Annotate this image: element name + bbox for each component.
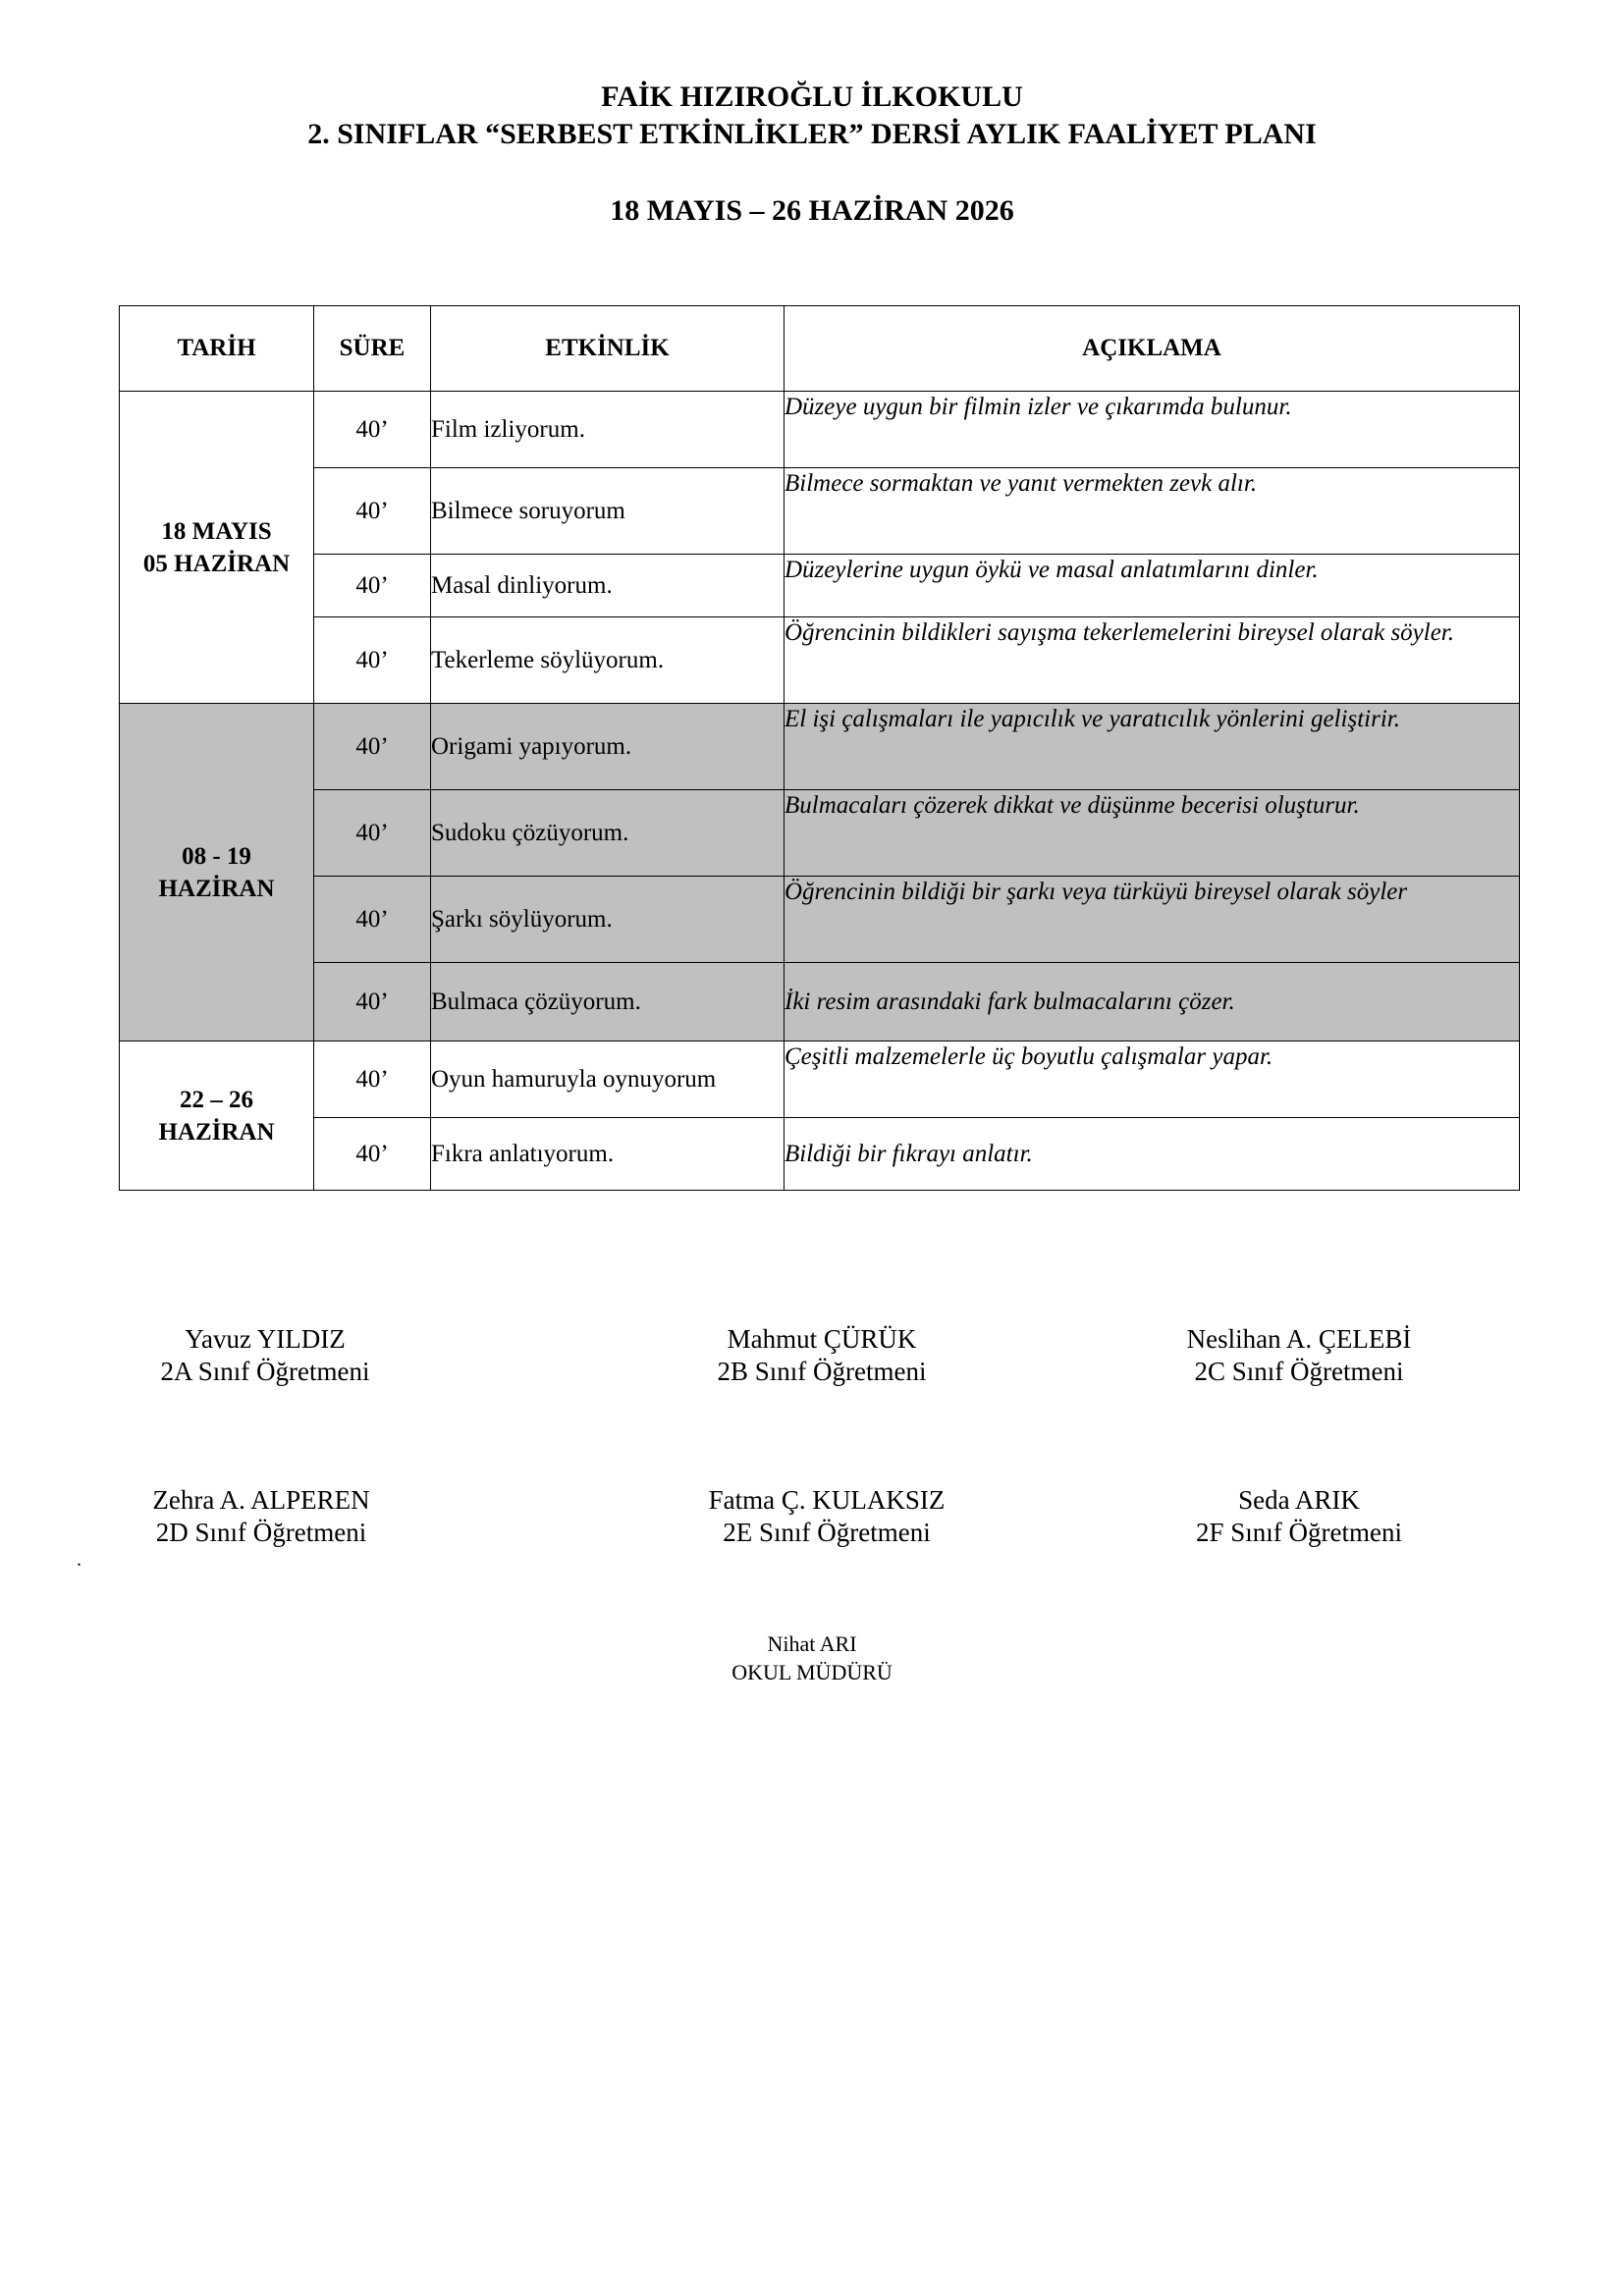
activity-plan-table	[119, 305, 1520, 1191]
date-line-2: HAZİRAN	[158, 1118, 275, 1146]
activity-cell: Origami yapıyorum.	[431, 704, 785, 790]
teacher-name: Seda ARIK	[1238, 1485, 1360, 1515]
table-row	[120, 790, 1520, 877]
column-header-description: AÇIKLAMA	[785, 306, 1520, 392]
principal-name: Nihat ARI	[767, 1631, 857, 1656]
school-name: FAİK HIZIROĞLU İLKOKULU	[601, 80, 1023, 113]
table-row	[120, 468, 1520, 555]
table-row	[120, 617, 1520, 704]
teacher-name: Mahmut ÇÜRÜK	[727, 1324, 917, 1354]
description-cell: Düzeye uygun bir filmin izler ve çıkarımda bulunur.	[785, 392, 1520, 468]
column-header-duration: SÜRE	[314, 306, 431, 392]
activity-cell: Tekerleme söylüyorum.	[431, 617, 785, 704]
description-cell: Bilmece sormaktan ve yanıt vermekten zevk alır.	[785, 468, 1520, 555]
date-line-2: 05 HAZİRAN	[142, 550, 291, 577]
date-line-1: 08 - 19	[182, 842, 251, 870]
description-cell: Bulmacaları çözerek dikkat ve düşünme becerisi oluşturur.	[785, 790, 1520, 877]
duration-cell: 40’	[314, 1118, 431, 1191]
teacher-role: 2F Sınıf Öğretmeni	[1196, 1518, 1402, 1547]
table-row	[120, 963, 1520, 1041]
signature-block-2e	[670, 1484, 984, 1549]
activity-cell: Oyun hamuruyla oynuyorum	[431, 1041, 785, 1118]
teacher-role: 2D Sınıf Öğretmeni	[155, 1518, 367, 1547]
signature-block-2c	[1142, 1323, 1456, 1388]
date-line-1: 22 – 26	[180, 1086, 253, 1113]
teacher-name: Zehra A. ALPEREN	[152, 1485, 370, 1515]
date-range: 18 MAYIS – 26 HAZİRAN 2026	[610, 194, 1014, 227]
description-cell: Öğrencinin bildiği bir şarkı veya türküyü bireysel olarak söyler	[785, 877, 1520, 963]
teacher-role: 2B Sınıf Öğretmeni	[717, 1357, 927, 1386]
activity-cell: Masal dinliyorum.	[431, 555, 785, 617]
table-header-row	[120, 306, 1520, 392]
teacher-role: 2E Sınıf Öğretmeni	[723, 1518, 931, 1547]
teacher-role: 2A Sınıf Öğretmeni	[160, 1357, 370, 1386]
principal-signature-block	[0, 1629, 1624, 1686]
activity-cell: Bulmaca çözüyorum.	[431, 963, 785, 1041]
table-row	[120, 877, 1520, 963]
table-row	[120, 704, 1520, 790]
activity-cell: Sudoku çözüyorum.	[431, 790, 785, 877]
activity-cell: Film izliyorum.	[431, 392, 785, 468]
teacher-name: Fatma Ç. KULAKSIZ	[708, 1485, 946, 1515]
description-cell: Çeşitli malzemelerle üç boyutlu çalışmalar yapar.	[785, 1041, 1520, 1118]
description-cell: Bildiği bir fıkrayı anlatır.	[785, 1118, 1520, 1191]
teacher-name: Neslihan A. ÇELEBİ	[1186, 1324, 1412, 1354]
column-header-activity: ETKİNLİK	[431, 306, 785, 392]
teacher-role: 2C Sınıf Öğretmeni	[1194, 1357, 1404, 1386]
date-cell-group-1	[120, 392, 314, 704]
plan-title: 2. SINIFLAR “SERBEST ETKİNLİKLER” DERSİ AYLIK FAALİYET PLANI	[307, 118, 1317, 150]
duration-cell: 40’	[314, 704, 431, 790]
signature-block-2b	[665, 1323, 979, 1388]
signature-block-2d	[104, 1484, 418, 1549]
duration-cell: 40’	[314, 468, 431, 555]
principal-role: OKUL MÜDÜRÜ	[731, 1660, 893, 1684]
duration-cell: 40’	[314, 963, 431, 1041]
stray-dot: .	[77, 1549, 81, 1571]
duration-cell: 40’	[314, 392, 431, 468]
description-cell: Düzeylerine uygun öykü ve masal anlatımlarını dinler.	[785, 555, 1520, 617]
duration-cell: 40’	[314, 555, 431, 617]
duration-cell: 40’	[314, 1041, 431, 1118]
description-cell: El işi çalışmaları ile yapıcılık ve yaratıcılık yönlerini geliştirir.	[785, 704, 1520, 790]
signature-block-2a	[108, 1323, 422, 1388]
table-row	[120, 1118, 1520, 1191]
table-row	[120, 1041, 1520, 1118]
date-line-1: 18 MAYIS	[161, 517, 272, 545]
date-cell-group-3	[120, 1041, 314, 1191]
duration-cell: 40’	[314, 790, 431, 877]
description-cell: Öğrencinin bildikleri sayışma tekerlemelerini bireysel olarak söyler.	[785, 617, 1520, 704]
date-line-2: HAZİRAN	[158, 875, 275, 902]
duration-cell: 40’	[314, 877, 431, 963]
table-row	[120, 392, 1520, 468]
date-cell-group-2	[120, 704, 314, 1041]
activity-cell: Fıkra anlatıyorum.	[431, 1118, 785, 1191]
table-row	[120, 555, 1520, 617]
teacher-name: Yavuz YILDIZ	[185, 1324, 346, 1354]
duration-cell: 40’	[314, 617, 431, 704]
signature-block-2f	[1142, 1484, 1456, 1549]
column-header-date: TARİH	[120, 306, 314, 392]
activity-cell: Bilmece soruyorum	[431, 468, 785, 555]
description-cell: İki resim arasındaki fark bulmacalarını çözer.	[785, 963, 1520, 1041]
activity-cell: Şarkı söylüyorum.	[431, 877, 785, 963]
